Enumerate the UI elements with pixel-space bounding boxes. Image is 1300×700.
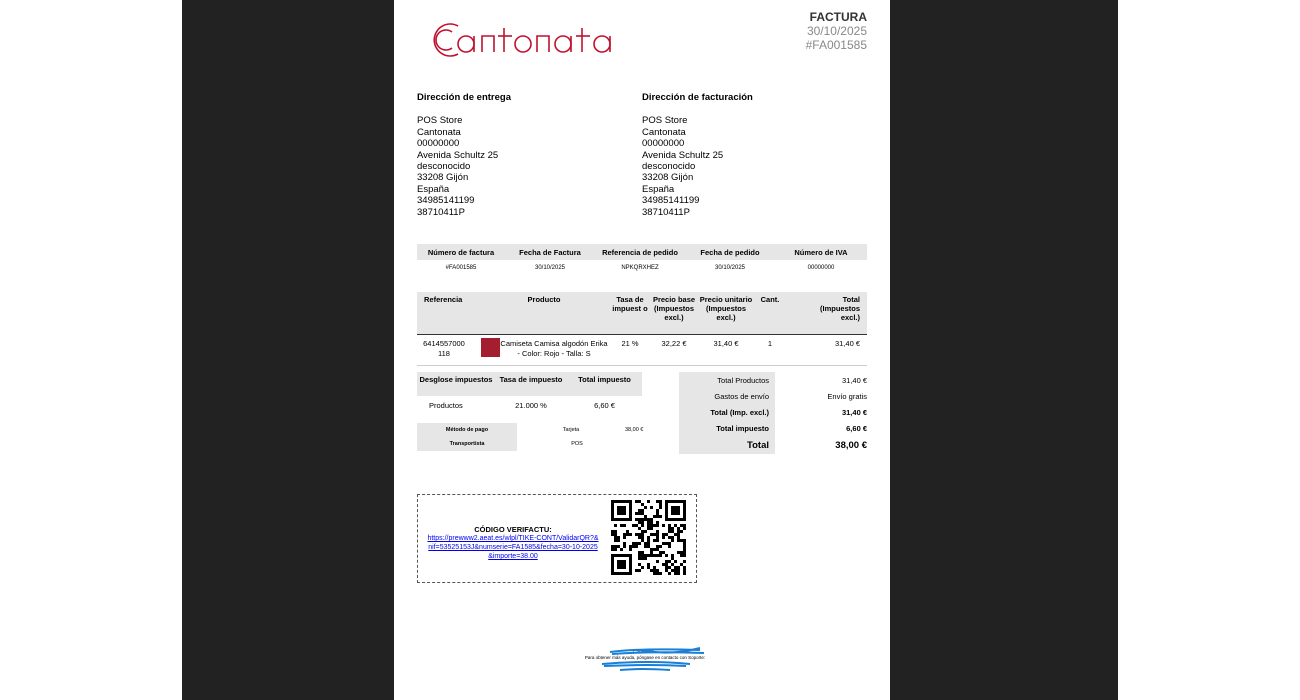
totals-value: 31,40 € xyxy=(841,375,867,385)
table-header-row xyxy=(417,372,642,396)
table-cell: 21.000 % xyxy=(515,400,547,410)
qr-code xyxy=(611,500,686,575)
product-base-price: 32,22 € xyxy=(661,339,687,348)
column-header: Total impuesto xyxy=(578,375,631,384)
verifactu-text xyxy=(418,525,608,561)
address-line: Avenida Schultz 25 xyxy=(642,149,724,161)
totals-label: Total xyxy=(679,437,775,454)
totals-row xyxy=(679,372,867,388)
payment-label: Método de pago xyxy=(417,423,517,437)
totals-label: Total impuesto xyxy=(679,421,775,437)
invoice-info-table xyxy=(417,244,867,276)
table-row xyxy=(417,396,642,414)
address-line: Avenida Schultz 25 xyxy=(417,149,499,161)
verifactu-link-line[interactable]: &importe=38.00 xyxy=(488,553,538,560)
table-header-row xyxy=(417,292,867,335)
column-header: Número de IVA xyxy=(794,247,848,257)
delivery-address xyxy=(417,92,511,218)
invoice-date: 30/10/2025 xyxy=(806,24,867,38)
product-total: 31,40 € xyxy=(834,339,860,348)
verifactu-link-line[interactable]: https://prewww2.aeat.es/wlpl/TIKE-CONT/ValidarQR?& xyxy=(427,535,599,542)
totals-row xyxy=(679,421,867,437)
product-tax: 21 % xyxy=(621,339,639,348)
address-line: 33208 Gijón xyxy=(642,172,694,184)
payment-value: POS xyxy=(571,441,583,447)
address-line: 00000000 xyxy=(642,138,685,150)
totals-label: Total (Imp. excl.) xyxy=(679,404,775,420)
invoice-header xyxy=(806,10,867,52)
table-cell: 30/10/2025 xyxy=(534,265,566,271)
address-line: Cantonata xyxy=(642,126,686,138)
column-header: Referencia xyxy=(424,295,463,304)
totals-label: Total Productos xyxy=(679,372,775,388)
product-qty: 1 xyxy=(767,339,773,348)
column-header: Precio unitario (Impuestos excl.) xyxy=(699,295,753,323)
product-name: Camiseta Camisa algodón Erika - Color: Rojo - Talla: S xyxy=(500,339,608,358)
product-unit-price: 31,40 € xyxy=(713,339,739,348)
table-cell: #FA001585 xyxy=(445,265,477,271)
totals-table xyxy=(679,372,867,454)
invoice-number: #FA001585 xyxy=(805,38,867,52)
verifactu-title: CÓDIGO VERIFACTU: xyxy=(474,525,552,534)
address-line: 38710411P xyxy=(417,206,465,218)
address-line: 34985141199 xyxy=(417,195,475,207)
color-swatch xyxy=(481,338,500,357)
redaction-scribble xyxy=(600,644,710,678)
address-line: España xyxy=(642,183,675,195)
column-header: Producto xyxy=(527,295,561,304)
totals-value: 6,60 € xyxy=(846,424,867,434)
column-header: Fecha de pedido xyxy=(700,247,760,257)
payment-value: Tarjeta xyxy=(562,427,580,433)
payment-amount: 38,00 € xyxy=(625,427,644,433)
delivery-heading: Dirección de entrega xyxy=(417,92,511,103)
column-header: Cant. xyxy=(760,295,780,304)
column-header: Tasa de impuest o xyxy=(612,295,648,314)
payment-label: Transportista xyxy=(417,437,517,451)
column-header: Número de factura xyxy=(427,247,495,257)
viewer-background-left xyxy=(182,0,394,700)
viewer-background-right xyxy=(890,0,1118,700)
table-row xyxy=(417,437,647,451)
address-line: POS Store xyxy=(417,115,463,127)
address-line: España xyxy=(417,183,450,195)
column-header: Referencia de pedido xyxy=(602,247,678,257)
totals-label: Gastos de envío xyxy=(679,388,775,404)
totals-row xyxy=(679,388,867,404)
invoice-title: FACTURA xyxy=(809,10,867,24)
table-header-row xyxy=(417,244,867,260)
address-line: desconocido xyxy=(417,161,471,173)
billing-heading: Dirección de facturación xyxy=(642,92,753,103)
product-reference: 6414557000 118 xyxy=(423,339,465,358)
footer-line: Para obtener más ayuda, póngase en contacto con Soporte: xyxy=(584,655,706,660)
address-line: 33208 Gijón xyxy=(417,172,469,184)
column-header: Total (Impuestos excl.) xyxy=(819,295,860,323)
table-cell: 6,60 € xyxy=(594,400,615,410)
table-cell: 00000000 xyxy=(807,265,835,271)
address-line: desconocido xyxy=(642,161,696,173)
table-row xyxy=(417,260,867,276)
payment-table xyxy=(417,423,647,451)
table-cell: NPKQRXHEZ xyxy=(621,265,659,271)
totals-row xyxy=(679,437,867,454)
column-header: Desglose impuestos xyxy=(419,375,493,384)
address-line: 34985141199 xyxy=(642,195,700,207)
address-line: POS Store xyxy=(642,115,688,127)
totals-value: 31,40 € xyxy=(841,407,867,417)
verifactu-box xyxy=(417,494,697,583)
column-header: Precio base (Impuestos excl.) xyxy=(652,295,696,323)
totals-value: Envío gratis xyxy=(827,391,867,401)
totals-value: 38,00 € xyxy=(835,439,867,451)
column-header: Fecha de Factura xyxy=(519,247,581,257)
table-row xyxy=(417,423,647,437)
billing-address xyxy=(642,92,753,218)
address-line: 00000000 xyxy=(417,138,460,150)
verifactu-link-line[interactable]: nif=53525153J&numserie=FA1585&fecha=30-10-2025 xyxy=(428,544,598,551)
footer-line: Cantonata - xyxy=(633,649,657,654)
cantonata-logo xyxy=(422,14,642,64)
tax-breakdown-table xyxy=(417,372,642,414)
totals-row xyxy=(679,404,867,420)
table-cell: 30/10/2025 xyxy=(714,265,746,271)
address-line: 38710411P xyxy=(642,206,690,218)
address-line: Cantonata xyxy=(417,126,461,138)
table-cell: Productos xyxy=(429,400,463,410)
column-header: Tasa de impuesto xyxy=(499,375,563,384)
